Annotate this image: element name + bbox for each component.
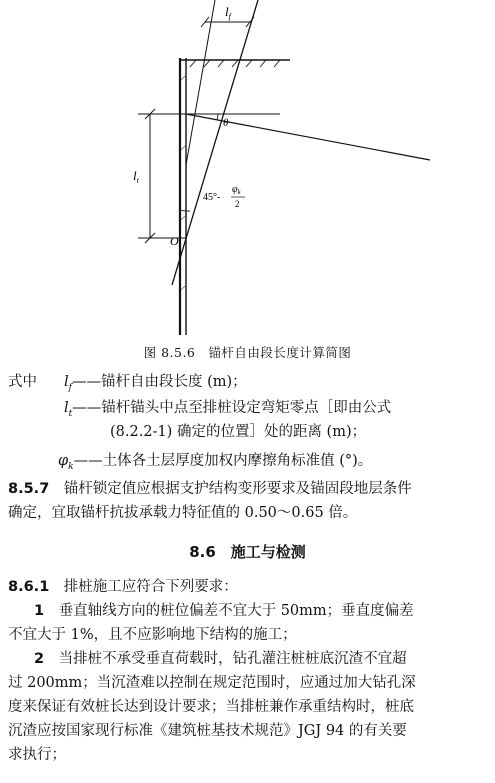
lf-label: $l_f$ [225,4,231,21]
def-lf [64,371,247,399]
section-title: 施工与检测 [230,543,306,561]
def-phi [58,450,372,478]
item-2-number: 2 [34,651,45,667]
item-1-line1: 垂直轴线方向的桩位偏差不宜大于 50mm；垂直度偏差 [58,603,414,619]
def-lt-text: ——锚杆锚头中点至排桩设定弯矩零点［即由公式 [72,400,392,416]
angle-label-denominator: 2 [235,199,240,209]
angle-label-prefix: 45°- [203,192,221,203]
clause-8-6-1 [8,575,490,767]
figure-caption: 图 8.5.6 锚杆自由段长度计算简图 [143,345,352,360]
item-1-number: 1 [34,603,45,619]
clause-8-6-1-number: 8.6.1 [8,579,50,595]
section-heading [0,541,495,562]
def-lt-subscript: t [68,408,73,419]
clause-8-5-7-line2: 确定，宜取锚杆抗拔承载力特征值的 0.50～0.65 倍。 [8,505,358,521]
rupture-plane-line [172,0,258,285]
def-phi-subscript: k [68,461,74,472]
clause-8-6-1-intro: 排桩施工应符合下列要求： [63,579,238,595]
item-2-line5: 求执行； [8,747,66,763]
def-phi-symbol: φ [58,453,69,469]
phi-angle-arc [180,210,190,211]
item-2-line3: 度来保证有效桩长达到设计要求；当排桩兼作承重结构时，桩底 [8,699,414,715]
def-phi-text: ——土体各土层厚度加权内摩擦角标准值 (°)。 [73,453,373,469]
angle-label-phi: $\varphi_k$ [232,184,241,196]
def-lf-subscript: f [68,382,72,393]
lt-label: $l_t$ [133,168,139,185]
clause-8-5-7-number: 8.5.7 [8,481,50,497]
theta-arc [217,114,218,120]
def-lf-text: ——锚杆自由段长度 (m)； [71,374,247,390]
item-2-line1: 当排桩不承受垂直荷载时，钻孔灌注桩桩底沉渣不宜超 [58,651,407,667]
def-lt-continued: (8.2.2-1) 确定的位置］处的距离 (m)； [110,424,367,440]
defs-intro: 式中 [8,374,37,390]
parallel-reference-line [186,0,215,165]
item-1-line2: 不宜大于 1%，且不应影响地下结构的施工； [8,627,297,643]
theta-label: θ [223,117,229,129]
item-2-line2: 过 200mm；当沉渣难以控制在规定范围时，应通过加大钻孔深 [8,675,416,691]
item-2-line4: 沉渣应按国家现行标准《建筑桩基技术规范》JGJ 94 的有关要 [8,723,407,739]
pile-hatching [181,76,185,290]
clause-8-5-7 [8,477,490,525]
section-number: 8.6 [189,543,216,561]
def-lt-symbol: l [64,400,69,416]
anchor-free-length-diagram [0,0,495,340]
def-lf-symbol: l [64,374,69,390]
clause-8-5-7-line1: 锚杆锁定值应根据支护结构变形要求及锚固段地层条件 [63,481,412,497]
zero-point-label: O [170,234,179,248]
